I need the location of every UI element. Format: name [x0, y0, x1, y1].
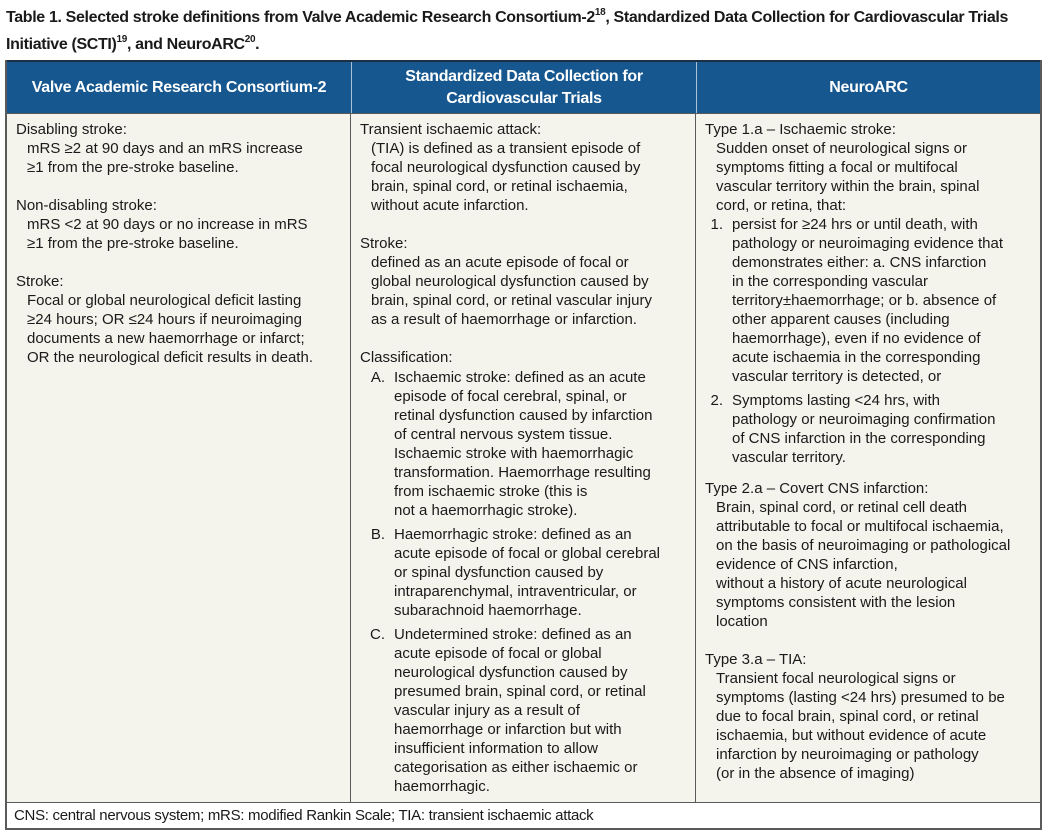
definition-stroke [16, 272, 350, 367]
text-line: as a result of haemorrhage or infarction. [371, 311, 637, 328]
text-line: infarction by neuroimaging or pathology [716, 746, 979, 763]
text-line: global neurological dysfunction caused by [371, 273, 649, 290]
text-line: haemorrhage), even if no evidence of [732, 330, 981, 347]
text-line: other apparent causes (including [732, 311, 950, 328]
text-line: documents a new haemorrhage or infarct; [27, 330, 305, 347]
text-line: pathology or neuroimaging confirmation [732, 411, 996, 428]
list-marker: B. [370, 526, 385, 543]
text-line: of CNS infarction in the corresponding [732, 430, 986, 447]
definition-text [705, 139, 1040, 215]
text-line: Sudden onset of neurological signs or [716, 140, 968, 157]
list-marker: 2. [710, 392, 723, 409]
text-line: or spinal dysfunction caused by [394, 564, 604, 581]
text-line: persist for ≥24 hrs or until death, with [732, 216, 978, 233]
caption-reference: 18 [594, 7, 606, 18]
caption-reference: 20 [244, 34, 256, 45]
definition-title: Stroke: [360, 235, 408, 252]
list-item-text [732, 391, 1040, 467]
text-line: neurological dysfunction caused by [394, 664, 628, 681]
caption-text: Table 1. Selected stroke definitions from Valve Academic Research Consortium-2 [6, 9, 595, 26]
table-body-row [7, 113, 1040, 802]
table-footnote [7, 802, 1040, 828]
text-line: without a history of acute neurological [716, 575, 967, 592]
definition-type-1a [705, 120, 1040, 467]
definition-type-2a [705, 479, 1040, 631]
list-item-text [394, 525, 695, 620]
criteria-item-1 [705, 215, 1040, 386]
text-line: ischaemia, but without evidence of acute [716, 727, 987, 744]
column-header-label: NeuroARC [829, 78, 908, 96]
text-line: haemorrhage or infarction but with [394, 721, 622, 738]
table-caption [6, 4, 1046, 58]
text-line: vascular territory. [732, 449, 846, 466]
type-1a-criteria-list [705, 215, 1040, 467]
cell-varc2 [7, 114, 351, 802]
table-header-row [7, 60, 1040, 113]
text-line: (TIA) is defined as a transient episode of [371, 140, 641, 157]
text-line: brain, spinal cord, or retinal ischaemia, [371, 178, 628, 195]
list-item-text [732, 215, 1040, 386]
text-line: Haemorrhagic stroke: defined as an [394, 526, 632, 543]
text-line: vascular territory is detected, or [732, 368, 942, 385]
text-line: vascular injury as a result of [394, 702, 580, 719]
text-line: on the basis of neuroimaging or pathological [716, 537, 1011, 554]
list-item-text [394, 368, 695, 520]
classification-item-b [360, 525, 695, 620]
definition-disabling-stroke [16, 120, 350, 177]
text-line: symptoms (lasting <24 hrs) presumed to be [716, 689, 1005, 706]
text-line: transformation. Haemorrhage resulting [394, 464, 651, 481]
column-header-line: Cardiovascular Trials [446, 89, 602, 107]
text-line: demonstrates either: a. CNS infarction [732, 254, 987, 271]
text-line: ≥1 from the pre-stroke baseline. [27, 235, 239, 252]
definition-title: Type 3.a – TIA: [705, 651, 807, 668]
text-line: mRS ≥2 at 90 days and an mRS increase [27, 140, 303, 157]
text-line: mRS <2 at 90 days or no increase in mRS [27, 216, 308, 233]
definition-tia [360, 120, 695, 215]
definition-text [705, 669, 1040, 783]
text-line: Transient focal neurological signs or [716, 670, 956, 687]
column-header-label: Valve Academic Research Consortium-2 [31, 78, 327, 96]
text-line: location [716, 613, 768, 630]
definition-text [16, 139, 350, 177]
definition-stroke [360, 234, 695, 329]
text-line: subarachnoid haemorrhage. [394, 602, 582, 619]
cell-neuroarc [696, 114, 1040, 802]
list-marker: 1. [710, 216, 723, 233]
text-line: symptoms consistent with the lesion [716, 594, 956, 611]
column-header-line: Standardized Data Collection for [405, 67, 643, 85]
text-line: ≥1 from the pre-stroke baseline. [27, 159, 239, 176]
caption-text: . [255, 36, 260, 53]
text-line: OR the neurological deficit results in death. [27, 349, 313, 366]
text-line: not a haemorrhagic stroke). [394, 502, 578, 519]
definition-text [705, 498, 1040, 631]
text-line: Brain, spinal cord, or retinal cell death [716, 499, 967, 516]
definition-title: Non-disabling stroke: [16, 197, 157, 214]
definition-text [360, 139, 695, 215]
definition-text [360, 253, 695, 329]
classification-list [360, 368, 695, 796]
criteria-item-2 [705, 391, 1040, 467]
abbreviations-footnote: CNS: central nervous system; mRS: modified Rankin Scale; TIA: transient ischaemic attack [14, 807, 594, 824]
text-line: acute episode of focal or global cerebral [394, 545, 661, 562]
column-header-scti [352, 62, 697, 113]
definition-title: Disabling stroke: [16, 121, 127, 138]
cell-scti [351, 114, 696, 802]
column-header-label [405, 66, 643, 110]
text-line: intraparenchymal, intraventricular, or [394, 583, 637, 600]
caption-reference: 19 [116, 34, 127, 45]
definition-type-3a [705, 650, 1040, 783]
caption-text: , Standardized Data Collection for Cardiovascular Trials Initiative (SCTI) [6, 9, 1009, 53]
text-line: brain, spinal cord, or retinal vascular injury [371, 292, 652, 309]
definition-title: Type 2.a – Covert CNS infarction: [705, 480, 929, 497]
text-line: retinal dysfunction caused by infarction [394, 407, 653, 424]
text-line: of central nervous system tissue. [394, 426, 613, 443]
text-line: insufficient information to allow [394, 740, 598, 757]
text-line: due to focal brain, spinal cord, or retinal [716, 708, 979, 725]
text-line: pathology or neuroimaging evidence that [732, 235, 1004, 252]
definition-non-disabling-stroke [16, 196, 350, 253]
text-line: ≥24 hours; OR ≤24 hours if neuroimaging [27, 311, 302, 328]
text-line: acute ischaemia in the corresponding [732, 349, 981, 366]
definition-title: Classification: [360, 349, 453, 366]
text-line: acute episode of focal or global [394, 645, 602, 662]
text-line: (or in the absence of imaging) [716, 765, 915, 782]
text-line: episode of focal cerebral, spinal, or [394, 388, 627, 405]
definition-title: Type 1.a – Ischaemic stroke: [705, 121, 896, 138]
classification-item-a [360, 368, 695, 520]
text-line: Ischaemic stroke: defined as an acute [394, 369, 646, 386]
text-line: Ischaemic stroke with haemorrhagic [394, 445, 634, 462]
text-line: Symptoms lasting <24 hrs, with [732, 392, 941, 409]
text-line: symptoms fitting a focal or multifocal [716, 159, 958, 176]
text-line: focal neurological dysfunction caused by [371, 159, 641, 176]
definition-classification [360, 348, 695, 796]
text-line: haemorrhagic. [394, 778, 490, 795]
text-line: Undetermined stroke: defined as an [394, 626, 632, 643]
definition-title: Transient ischaemic attack: [360, 121, 542, 138]
text-line: vascular territory within the brain, spinal [716, 178, 980, 195]
column-header-varc2 [7, 62, 352, 113]
text-line: evidence of CNS infarction, [716, 556, 898, 573]
definition-text [16, 291, 350, 367]
column-header-neuroarc [697, 62, 1040, 113]
text-line: attributable to focal or multifocal ischaemia, [716, 518, 1004, 535]
text-line: categorisation as either ischaemic or [394, 759, 638, 776]
list-marker: A. [370, 369, 385, 386]
definition-text [16, 215, 350, 253]
list-item-text [394, 625, 695, 796]
classification-item-c [360, 625, 695, 796]
text-line: Focal or global neurological deficit lasting [27, 292, 302, 309]
caption-text: , and NeuroARC [126, 36, 245, 53]
definition-title: Stroke: [16, 273, 64, 290]
text-line: territory±haemorrhage; or b. absence of [732, 292, 997, 309]
text-line: in the corresponding vascular [732, 273, 928, 290]
stroke-definitions-table [5, 60, 1042, 830]
text-line: cord, or retina, that: [716, 197, 847, 214]
text-line: without acute infarction. [371, 197, 529, 214]
text-line: from ischaemic stroke (this is [394, 483, 588, 500]
list-marker: C. [370, 626, 385, 643]
text-line: defined as an acute episode of focal or [371, 254, 629, 271]
text-line: presumed brain, spinal cord, or retinal [394, 683, 646, 700]
